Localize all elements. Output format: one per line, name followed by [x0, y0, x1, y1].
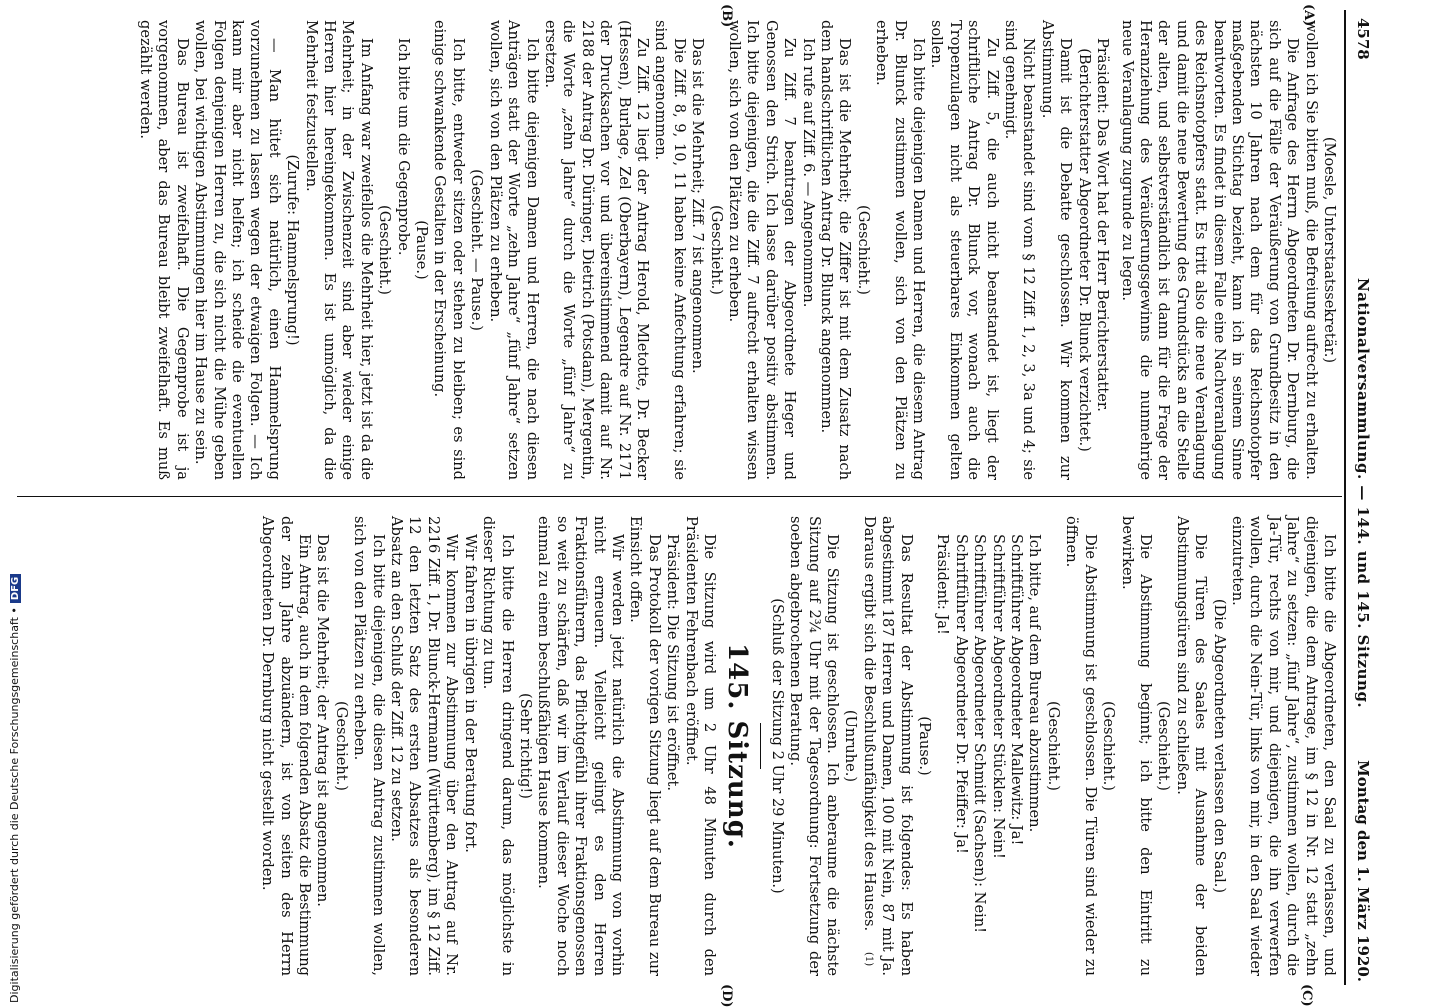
speaker-note: (Moesle, Unterstaatssekretär.) [1321, 136, 1338, 364]
paragraph: Das Protokoll der vorigen Sitzung liegt auf dem Bureau zur Einsicht offen. [627, 516, 663, 976]
margin-mark-b: (B) [719, 4, 734, 28]
session-close-note: (Schluß der Sitzung 2 Uhr 29 Minuten.) [768, 598, 786, 894]
paragraph: Ich bitte die Abgeordneten, den Saal zu verlassen, und diejenigen, die dem Antrage, im § 12 in Nr. 12 statt „zehn Jahre“ zu setzen: „fünf Jahre“, zustimmen wollen, durch die Ja-Tür, rechts von mir, und diejenigen, die ihn verwerfen wollen, durch die Nein-Tür, links von mir, in den Saal wieder einzutreten. [1228, 516, 1338, 976]
stage-direction: (Geschieht.) [332, 701, 350, 791]
paragraph: Das ist die Mehrheit; Ziff. 7 ist angenommen. [689, 38, 707, 374]
paragraph: Wir fahren in übrigen in der Beratung fort. [461, 534, 479, 853]
paragraph: Die Anfrage des Herrn Abgeordneten Dr. Dernburg, die sich auf die Fälle der Veräußerung von Grundbesitz in den nächsten 10 Jahren nach dem für das Reichsnotopfer maßgebenden Stichtag bezieht, kann ich in seinem Sinne beantworten. Es findet in diesem Falle eine Nachveranlagung des Reichsnotopfers statt. Es tritt also die neue Veranlagung und damit die neue Bewertung des Grundstücks an die Stelle der alten, und selbstverständlich ist dann für die Frage der Heranziehung des Veräußerungsgewinns die nunmehrige neue Veranlagung zugrunde zu legen. [1118, 20, 1302, 480]
stage-direction: (Geschieht.) [376, 205, 394, 295]
paragraph: Präsident: Die Sitzung ist eröffnet. [664, 534, 682, 792]
paragraph: Die Ziff. 8, 9, 10, 11 haben keine Anfechtung erfahren; sie sind angenommen. [652, 20, 688, 480]
paragraph: Das Bureau ist zweifelhaft. Die Gegenprobe ist ja vorgenommen, aber das Bureau bleibt zweifelhaft. Es muß gezählt werden. [137, 20, 191, 480]
paragraph: Zu Ziff. 5, die auch nicht beanstandet ist, liegt der schriftliche Antrag Dr. Blunck vor, wonach auch die Tropenzulagen nicht als steuerbares Einkommen gelten sollen. [928, 20, 1001, 480]
stage-direction: (Die Abgeordneten verlassen den Saal.) [1210, 598, 1228, 894]
paragraph: — Man hütet sich natürlich, einen Hammelsprung vorzunehmen zu lassen wegen der etwaigen Folgen. — Ich kann mir aber nicht helfen; ich scheide die eventuellen Folgen denjenigen Herren zu, die sich nicht die Mühe geben wollen, bei wichtigen Abstimmungen hier im Hause zu sein. [192, 20, 283, 480]
paragraph: Die Abstimmung beginnt; ich bitte den Eintritt zu bewirken. [1118, 516, 1154, 976]
paragraph: Wir kommen zur Abstimmung über den Antrag auf Nr. 2216 Ziff. 1, Dr. Blunck-Hermann (Württemberg), im § 12 Ziff. 12 den letzten Satz des ersten Absatzes als besonderen Absatz an den Schluß der Ziff. 12 zu setzen. [388, 516, 461, 976]
stage-direction: (Geschieht.) [1155, 701, 1173, 791]
paragraph: Zu Ziff. 12 liegt der Antrag Herold, Mletotte, Dr. Becker (Hessen), Burlage, Zel (Oberbayern), Legendre auf Nr. 2171 der Drucksachen vor und übereinstimmend damit auf Nr. 2188 der Antrag Dr. Düringer, Dietrich (Potsdam), Mergentin, die Worte „zehn Jahre“ durch die Worte „fünf Jahre“ zu ersetzen. [541, 20, 651, 480]
header-rule [1344, 10, 1346, 985]
footer-text: Digitalisierung gefördert durch die Deutsche Forschungsgemeinschaft • [8, 607, 21, 1003]
margin-mark-c: (C) [1299, 984, 1314, 1007]
paragraph: Ein Antrag, auch in dem folgenden Absatz die Bestimmung der zehn Jahre abzuändern, ist von seiten des Herrn Abgeordneten Dr. Dernburg nicht gestellt worden. [259, 516, 314, 976]
paragraph: Das Resultat der Abstimmung ist folgendes: Es haben abgestimmt 187 Herren und Damen, 100 mit Nein, 87 mit Ja. Daraus ergibt sich die Beschlußunfähigkeit des Hauses. [860, 516, 915, 976]
section-rule [760, 723, 761, 769]
stage-direction: (Berichterstatter Abgeordneter Dr. Blunck verzichtet.) [1075, 48, 1093, 452]
line-mark: (1) [863, 952, 874, 967]
paragraph: Das ist die Mehrheit; die Ziffer ist mit dem Zusatz nach dem handschriftlichen Antrag Dr. Blunck angenommen. [818, 20, 854, 480]
paragraph: Präsident: Ja! [934, 534, 952, 635]
paragraph: Ich rufe auf Ziff. 6. — Angenommen. [799, 38, 817, 308]
running-header [1348, 18, 1372, 982]
right-column [258, 516, 1338, 976]
stage-direction: (Pause.) [413, 220, 431, 280]
paragraph: Ich bitte die Herren dringend darum, das möglichste in dieser Richtung zu tun. [480, 516, 516, 976]
session-heading: 145. Sitzung. [722, 643, 753, 849]
paragraph: Die Sitzung wird um 2 Uhr 48 Minuten durch den Präsidenten Fehrenbach eröffnet. [682, 516, 718, 976]
paragraph: Nicht beanstandet sind vom § 12 Ziff. 1, 2, 3, 3a und 4; sie sind genehmigt. [1002, 20, 1038, 480]
stage-direction: (Geschieht.) [854, 205, 872, 295]
left-column [136, 20, 1338, 480]
paragraph: Ich bitte diejenigen, die diesen Antrag zustimmen wollen, sich von den Plätzen zu erheben. [351, 516, 387, 976]
margin-mark-d: (D) [719, 984, 734, 1008]
paragraph: Damit ist die Debatte geschlossen. Wir kommen zur Abstimmung. [1038, 20, 1075, 480]
dfg-logo: DFG [10, 574, 21, 603]
paragraph: Das ist die Mehrheit; der Antrag ist angenommen. [314, 534, 332, 907]
paragraph: Die Abstimmung ist geschlossen. Die Türen sind wieder zu öffnen. [1063, 516, 1099, 976]
stage-direction: (Zurufe: Hammelsprung!) [284, 154, 302, 346]
margin-mark-a: (A) [1301, 4, 1316, 27]
stage-direction: (Sehr richtig!) [516, 693, 534, 799]
stage-direction: (Geschieht.) [707, 205, 725, 295]
header-title: Nationalversammlung. — 144. und 145. Sitzung. [1354, 278, 1372, 709]
paragraph: Ich bitte diejenigen Damen und Herren, die nach diesen Anträgen statt der Worte „zehn Jahre“ „fünf Jahre“ setzen wollen, sich von den Plätzen zu erheben. [486, 20, 541, 480]
paragraph: Wir werden jetzt natürlich die Abstimmung von vorhin nicht erneuern. Vielleicht gelingt es den Herren Fraktionsführern, das Pflichtgefühl ihrer Fraktionsgenossen so weit zu schärfen, daß wir im Verlauf dieser Woche noch einmal zu einem beschlußfähigen Hause kommen. [535, 516, 626, 976]
paragraph: Die Türen des Saales mit Ausnahme der beiden Abstimmungstüren sind zu schließen. [1173, 516, 1210, 976]
stage-direction: (Geschieht.) [1044, 701, 1062, 791]
stage-direction: (Unruhe.) [842, 709, 860, 783]
column-divider [17, 496, 1342, 497]
stage-direction: (Pause.) [916, 716, 934, 776]
paragraph: Schriftführer Abgeordneter Mallewitz: Ja! [1008, 534, 1026, 846]
page-number: 4578 [1354, 18, 1372, 60]
rotated-page-content [14, 0, 1434, 1008]
paragraph: Im Anfang war zweifellos die Mehrheit hier, jetzt ist da die Mehrheit; in der Zwischenzeit sind aber wieder einige Herren hier hereingekommen. Es ist unmöglich, da die Mehrheit festzustellen. [302, 20, 375, 480]
paragraph: Schriftführer Abgeordneter Schmidt (Sachsen): Nein! [971, 534, 989, 934]
stage-direction: (Geschieht. — Pause.) [468, 169, 486, 331]
stage-direction: (Geschieht.) [1100, 701, 1118, 791]
paragraph: Zu Ziff. 7 beantragen der Abgeordnete Heger und Genossen den Strich. Ich lasse darüber positiv abstimmen. Ich bitte diejenigen, die die Ziff. 7 aufrecht erhalten wissen wollen, sich von den Plätzen zu erheben. [726, 20, 799, 480]
paragraph: Schriftführer Abgeordneter Dr. Pfeiffer: Ja! [952, 534, 970, 854]
header-date: Montag den 1. März 1920. [1354, 760, 1372, 982]
paragraph: Schriftführer Abgeordneter Stücklen: Nein! [989, 534, 1007, 859]
paragraph: Die Sitzung ist geschlossen. Ich anberaume die nächste Sitzung auf 2¾ Uhr mit der Tagesordnung: Fortsetzung der soeben abgebrochenen Beratung. [787, 516, 842, 976]
paragraph: Ich bitte, entweder sitzen oder stehen zu bleiben; es sind einige schwankende Gestalten in der Erscheinung. [431, 20, 467, 480]
paragraph: Ich bitte diejenigen Damen und Herren, die diesem Antrag Dr. Blunck zustimmen wollen, sich von den Plätzen zu erheben. [873, 20, 928, 480]
paragraph: Ich bitte, auf dem Bureau abzustimmen. [1026, 534, 1044, 833]
paragraph: Präsident: Das Wort hat der Herr Berichterstatter. [1094, 38, 1112, 412]
paragraph: Ich bitte um die Gegenprobe. [394, 38, 412, 256]
digitization-footer [8, 3, 21, 1003]
paragraph: wollen ich Sie bitten muß, die Befreiung aufrecht zu erhalten. [1302, 20, 1320, 480]
